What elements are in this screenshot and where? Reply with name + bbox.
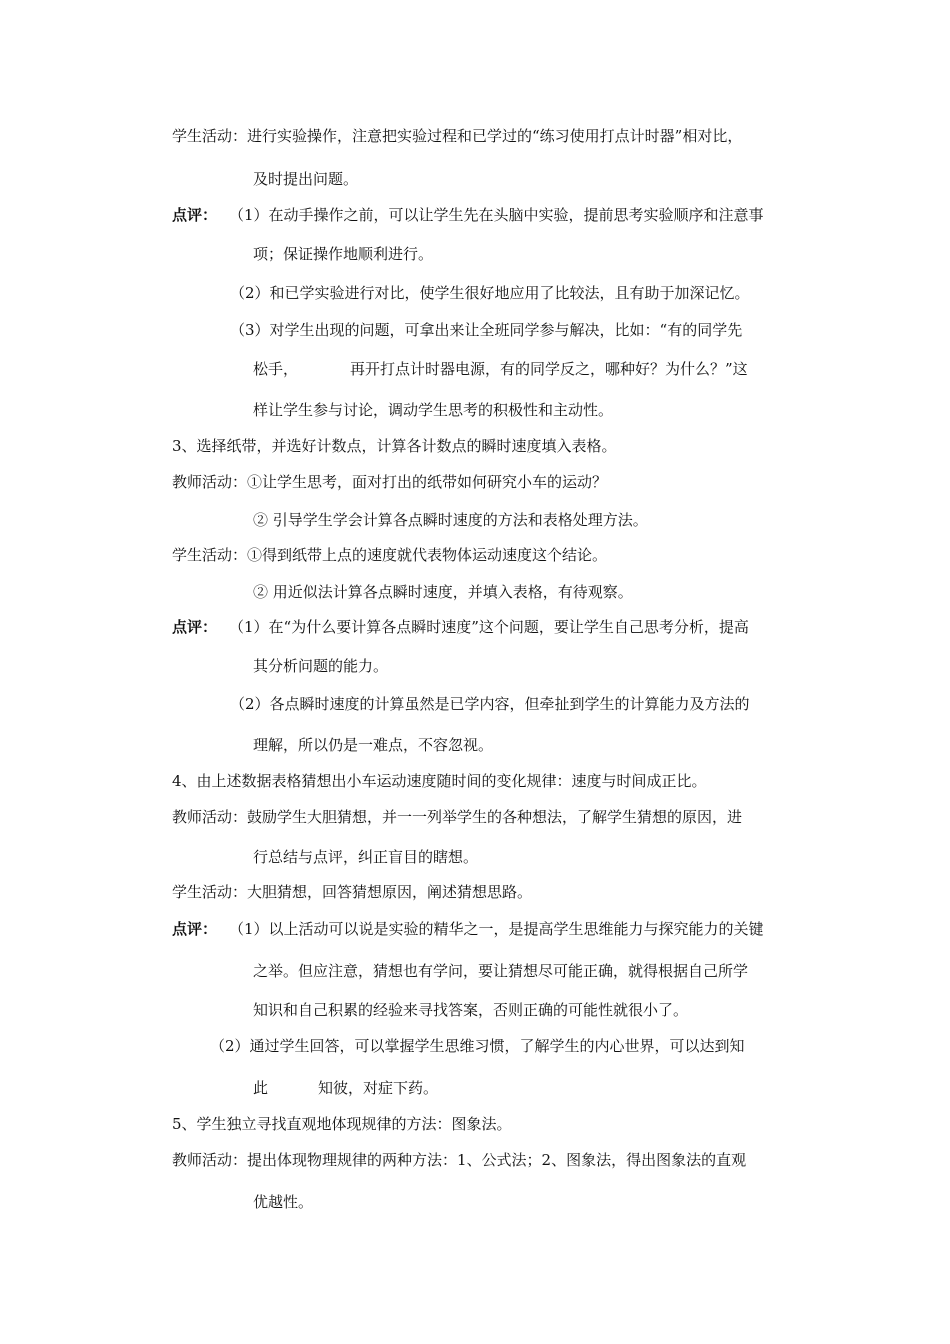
text-line: （3）对学生出现的问题，可拿出来让全班同学参与解决，比如：“有的同学先	[230, 321, 743, 339]
text-line: 学生活动：①得到纸带上点的速度就代表物体运动速度这个结论。	[172, 546, 608, 564]
text-line: 样让学生参与讨论，调动学生思考的积极性和主动性。	[253, 401, 614, 419]
text-line: （2）通过学生回答，可以掌握学生思维习惯，了解学生的内心世界，可以达到知	[210, 1037, 745, 1055]
text-line: 及时提出问题。	[253, 170, 359, 188]
text-line: 教师活动：鼓励学生大胆猜想，并一一列举学生的各种想法，了解学生猜想的原因，进	[172, 808, 743, 826]
text-line: （1）在动手操作之前，可以让学生先在头脑中实验，提前思考实验顺序和注意事	[229, 206, 764, 224]
text-line: 之举。但应注意，猜想也有学问，要让猜想尽可能正确，就得根据自己所学	[253, 962, 749, 980]
text-line: 学生活动：大胆猜想，回答猜想原因，阐述猜想思路。	[172, 883, 533, 901]
comment-label: 点评：	[172, 920, 218, 938]
text-line: ② 引导学生学会计算各点瞬时速度的方法和表格处理方法。	[253, 511, 648, 529]
text-line: （1）在“为什么要计算各点瞬时速度”这个问题，要让学生自己思考分析，提高	[229, 618, 749, 636]
text-line: 其分析问题的能力。	[253, 657, 389, 675]
text-line: 行总结与点评，纠正盲目的瞎想。	[253, 848, 479, 866]
comment-label: 点评：	[172, 206, 218, 224]
text-line: （2）各点瞬时速度的计算虽然是已学内容，但牵扯到学生的计算能力及方法的	[230, 695, 750, 713]
text-line: 松手， 再开打点计时器电源，有的同学反之，哪种好？为什么？”这	[253, 360, 748, 378]
text-line: 知识和自己积累的经验来寻找答案，否则正确的可能性就很小了。	[253, 1001, 689, 1019]
text-line: 教师活动：提出体现物理规律的两种方法：1、公式法；2、图象法，得出图象法的直观	[172, 1151, 747, 1169]
text-line: 学生活动：进行实验操作，注意把实验过程和已学过的“练习使用打点计时器”相对比，	[172, 127, 743, 145]
text-line: 理解，所以仍是一难点，不容忽视。	[253, 736, 494, 754]
text-line: 此 知彼，对症下药。	[253, 1079, 439, 1097]
text-line: 教师活动：①让学生思考，面对打出的纸带如何研究小车的运动？	[172, 473, 608, 491]
text-line: （1）以上活动可以说是实验的精华之一，是提高学生思维能力与探究能力的关键	[229, 920, 764, 938]
text-line: （2）和已学实验进行对比，使学生很好地应用了比较法，且有助于加深记忆。	[230, 284, 750, 302]
section-heading: 4、由上述数据表格猜想出小车运动速度随时间的变化规律：速度与时间成正比。	[172, 772, 707, 790]
text-line: 项；保证操作地顺利进行。	[253, 245, 434, 263]
section-heading: 3、选择纸带，并选好计数点，计算各计数点的瞬时速度填入表格。	[172, 437, 617, 455]
text-line: ② 用近似法计算各点瞬时速度，并填入表格，有待观察。	[253, 583, 633, 601]
text-line: 优越性。	[253, 1193, 314, 1211]
section-heading: 5、学生独立寻找直观地体现规律的方法：图象法。	[172, 1115, 512, 1133]
comment-label: 点评：	[172, 618, 218, 636]
